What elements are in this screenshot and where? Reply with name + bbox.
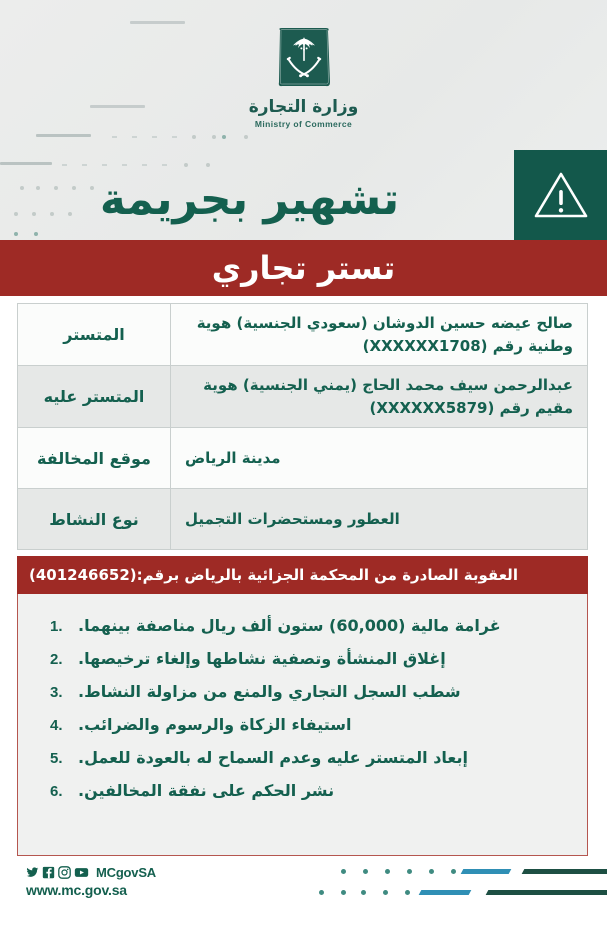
list-item: [50, 781, 555, 800]
social-handle[interactable]: MCgovSA: [96, 865, 156, 880]
decorative-dot: [192, 135, 196, 139]
decorative-dot: [222, 135, 226, 139]
list-item: [50, 715, 555, 734]
penalty-item-text: غرامة مالية (60,000) ستون ألف ريال مناصفة بينهما.: [78, 616, 501, 635]
penalty-item-number: 3.: [50, 684, 63, 701]
warning-triangle-exclamation-icon: [532, 169, 590, 221]
table-cell-value: صالح عيضه حسين الدوشان (سعودي الجنسية) هوية وطنية رقم (XXXXXX1708): [170, 304, 587, 365]
table-cell-label: المتستر: [63, 325, 125, 344]
penalty-item-number: 6.: [50, 783, 63, 800]
decorative-dash: [130, 21, 185, 24]
decorative-dot: [405, 890, 410, 895]
twitter-icon[interactable]: [26, 866, 39, 879]
decorative-bar: [522, 869, 607, 874]
penalty-item-text: إغلاق المنشأة وتصفية نشاطها وإلغاء ترخيصها.: [78, 649, 446, 668]
decorative-dot: [212, 135, 216, 139]
website-url[interactable]: www.mc.gov.sa: [26, 882, 127, 898]
decorative-bar: [419, 890, 472, 895]
penalty-item-number: 4.: [50, 717, 63, 734]
penalty-list: [17, 594, 588, 856]
decorative-dot: [341, 890, 346, 895]
table-row: [18, 428, 587, 489]
instagram-icon[interactable]: [58, 866, 71, 879]
penalty-item-number: 1.: [50, 618, 63, 635]
decorative-dot: [451, 869, 456, 874]
decorative-dash: [90, 105, 145, 108]
list-item: [50, 682, 555, 701]
penalty-item-text: استيفاء الزكاة والرسوم والضرائب.: [78, 715, 352, 734]
decorative-dot: [383, 890, 388, 895]
table-cell-label: نوع النشاط: [49, 509, 139, 529]
decorative-dot: [429, 869, 434, 874]
decorative-microdash: [152, 136, 157, 138]
ministry-name-english: Ministry of Commerce: [254, 118, 353, 129]
penalty-item-number: 2.: [50, 651, 63, 668]
poster-header: [0, 0, 607, 240]
decorative-dot: [319, 890, 324, 895]
ministry-logo: [209, 26, 399, 129]
ministry-name-arabic: وزارة التجارة: [248, 97, 359, 117]
penalty-header-banner: [17, 556, 588, 594]
list-item: [50, 748, 555, 767]
youtube-icon[interactable]: [74, 866, 89, 879]
crime-type-label: تستر تجاري: [211, 249, 396, 287]
warning-badge: [514, 150, 607, 240]
saudi-emblem-palm-swords-icon: [274, 26, 334, 90]
decorative-microdash: [132, 136, 137, 138]
table-cell-value: مدينة الرياض: [170, 428, 587, 488]
poster-footer: [0, 856, 607, 925]
penalty-item-text: نشر الحكم على نفقة المخالفين.: [78, 781, 335, 800]
table-row: [18, 489, 587, 550]
headline-text: تشهير بجريمة: [99, 173, 400, 225]
penalty-item-text: إبعاد المتستر عليه وعدم السماح له بالعودة للعمل.: [78, 748, 468, 767]
list-item: [50, 649, 555, 668]
decorative-dot: [407, 869, 412, 874]
penalty-header-text: العقوبة الصادرة من المحكمة الجزائية بالرياض برقم:(401246652): [29, 566, 518, 584]
table-cell-value: عبدالرحمن سيف محمد الحاج (يمني الجنسية) هوية مقيم رقم (XXXXXX5879): [170, 366, 587, 427]
crime-type-banner: [0, 240, 607, 296]
decorative-dot: [341, 869, 346, 874]
facebook-icon[interactable]: [42, 866, 55, 879]
penalty-item-text: شطب السجل التجاري والمنع من مزاولة النشاط.: [78, 682, 461, 701]
table-cell-label: موقع المخالفة: [37, 448, 151, 468]
decorative-dash: [36, 134, 91, 137]
details-table: [17, 303, 588, 550]
table-cell-label: المتستر عليه: [43, 387, 145, 406]
table-row: [18, 366, 587, 428]
list-item: [50, 616, 555, 635]
decorative-microdash: [112, 136, 117, 138]
decorative-bar: [486, 890, 607, 895]
table-cell-value: العطور ومستحضرات التجميل: [170, 489, 587, 549]
penalty-item-number: 5.: [50, 750, 63, 767]
decorative-dot: [363, 869, 368, 874]
decorative-microdash: [172, 136, 177, 138]
decorative-dot: [361, 890, 366, 895]
decorative-bar: [461, 869, 512, 874]
decorative-dot: [244, 135, 248, 139]
table-row: [18, 304, 587, 366]
decorative-dot: [385, 869, 390, 874]
social-links: [26, 865, 156, 880]
